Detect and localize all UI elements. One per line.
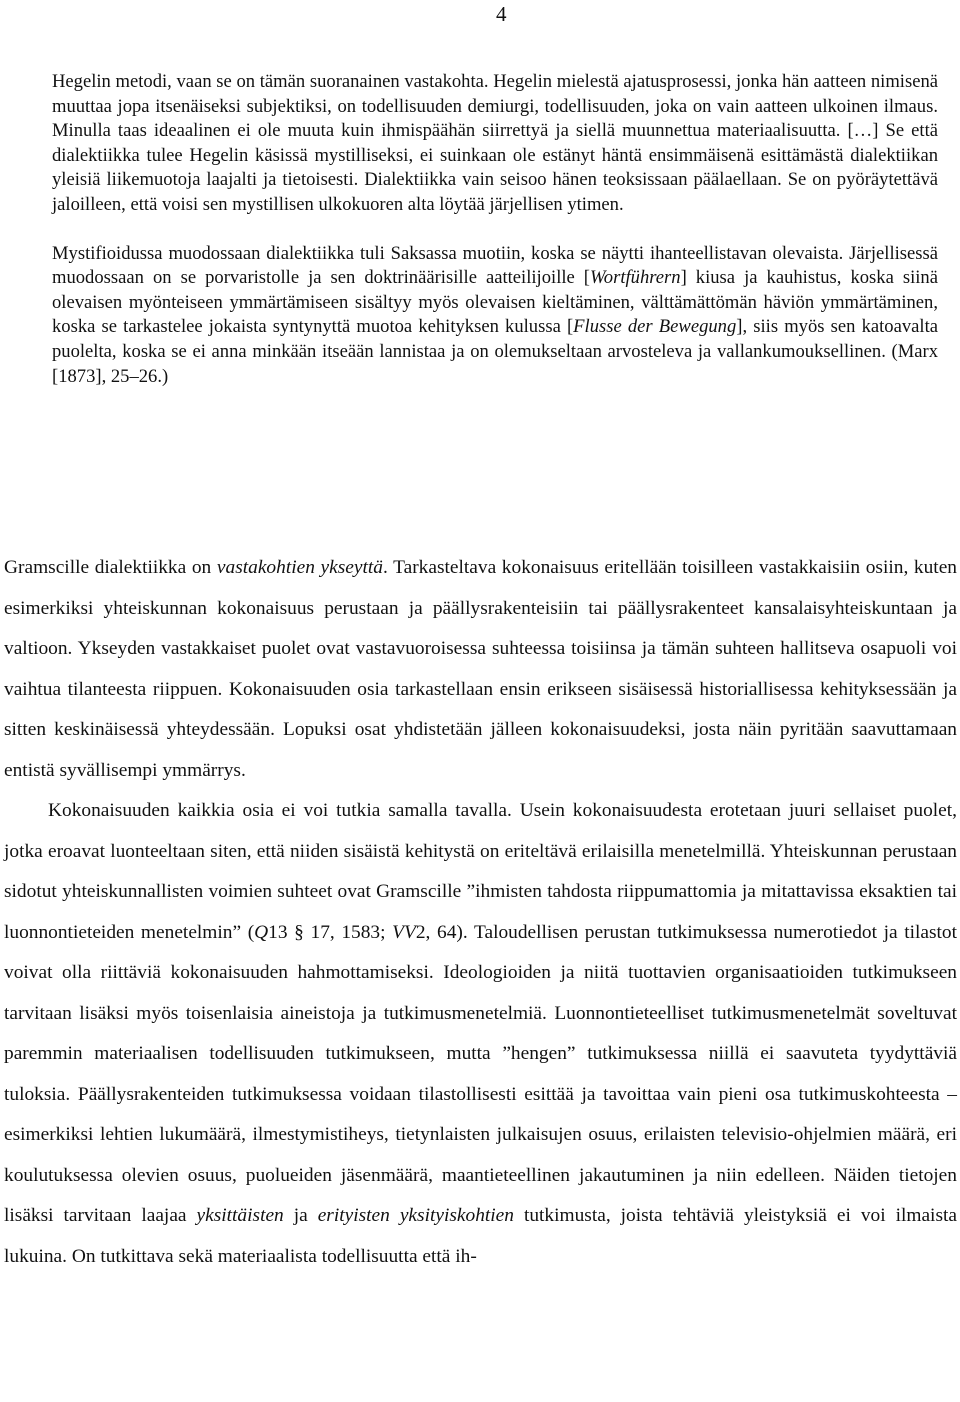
quote-paragraph-2 xyxy=(52,242,938,390)
body-text-run: Kokonaisuuden kaikkia osia ei voi tutkia samalla tavalla. Usein kokonaisuudesta erotetaan juuri sellaiset puolet, jotka eroavat luonteeltaan siten, että niiden sisäistä kehitystä on eriteltävä erilaisilla menetelmillä. Yhteiskunnan perustaan sidotut yhteiskunnallisten voimien suhteet ovat Gramscille ”ihmisten tahdosta riippumattomia ja mitattavissa eksaktien tai luonnontieteiden menetelmin” ( xyxy=(4,800,957,943)
quote-text: ], siis myös sen katoavalta puolelta, koska se ei anna minkään itseään lannistaa ja on olemukseltaan arvosteleva ja vallankumouksellinen. (Marx [1873], 25–26.) xyxy=(52,316,938,387)
body-text xyxy=(4,548,957,1277)
block-quote xyxy=(52,70,938,389)
emphasis: erityisten yksityiskohtien xyxy=(317,1205,514,1226)
emphasis: yksittäisten xyxy=(196,1205,284,1226)
quote-text: ] Se että dialektiikka tulee Hegelin käsissä mystilliseksi, ei suinkaan ole estänyt häntä ensimmäisenä esittämästä dialektiikan yleisiä liikemuotoja laajalti ja tietoisesti. Dialektiikka vain seisoo hänen teoksissaan päälaellaan. Se on pyöräytettävä jaloilleen, että voisi sen mystillisen ulkokuoren alta löytää järjellisen ytimen. xyxy=(52,120,939,215)
quote-text: ] kiusa ja kauhistus, koska siinä olevaisen myönteiseen ymmärtämiseen sisältyy myös olevaisen kieltäminen, välttämättömän häviön ymmärtäminen, koska se tarkastelee jokaista syntynyttä muotoa kehityksen kulussa [ xyxy=(52,267,938,338)
page-number: 4 xyxy=(496,2,507,26)
citation-vv: VV xyxy=(392,921,416,943)
emphasis: vastakohtien ykseyttä xyxy=(216,557,383,578)
body-text-run: 2, 64). Taloudellisen perustan tutkimuksessa numerotiedot ja tilastot voivat olla riittäviä kokonaisuuden hahmottamiseksi. Ideologioiden ja niitä tuottavien organisaatioiden tutkimukseen tarvitaan lisäksi myös toisenlaisia aineistoja ja tutkimusmenetelmiä. Luonnontieteelliset tutkimusmenetelmät soveltuvat paremmin materiaalisen todellisuuden tutkimukseen, mutta ”hengen” tutkimuksessa niillä ei saavuteta tyydyttäviä tuloksia. Päällysrakenteiden tutkimuksessa voidaan tilastollisesti esittää ja tavoittaa vain pieni osa tutkimuskohteesta – esimerkiksi lehtien lukumäärä, ilmestymistiheys, tietynlaisten julkaisujen osuus, erilaisten televisio-ohjelmien määrä, eri koulutuksessa olevien osuus, puolueiden jäsenmäärä, maantieteellinen jakautuminen ja niin edelleen. Näiden tietojen lisäksi tarvitaan laajaa xyxy=(4,921,957,1226)
body-paragraph-1 xyxy=(4,548,957,791)
citation-q: Q xyxy=(254,921,269,943)
german-term: Flusse der Bewegung xyxy=(573,316,737,338)
quote-text: Mystifioidussa muodossaan dialektiikka tuli Saksassa muotiin, koska se näytti ihanteellistavan olevaista. Järjellisessä muodossaan on se porvaristolle ja sen doktrinäärisille aatteilijoille [ xyxy=(52,242,938,289)
body-paragraph-2 xyxy=(4,791,957,1277)
german-term: Wortführern xyxy=(590,267,681,289)
body-text-run: . Tarkasteltava kokonaisuus eritellään toisilleen vastakkaisiin osiin, kuten esimerkiksi yhteiskunnan kokonaisuus perustaan ja päällysrakenteisiin tai päällysrakenteet kansalaisyhteiskuntaan ja valtioon. Ykseyden vastakkaiset puolet ovat vastavuoroisessa suhteessa toisiinsa ja tämän suhteen hallitseva osapuoli voi vaihtua tilanteesta riippuen. Kokonaisuuden osia tarkastellaan ensin erikseen sisäisessä historiallisessa kehityksessään ja sitten keskinäisessä yhteydessään. Lopuksi osat yhdistetään jälleen kokonaisuudeksi, josta näin pyritään saavuttamaan entistä syvällisempi ymmärrys. xyxy=(4,557,957,781)
ellipsis: … xyxy=(853,120,873,142)
body-text-run: 13 § 17, 1583; xyxy=(268,921,393,943)
body-text-run: ja xyxy=(283,1205,318,1226)
quote-text: Hegelin metodi, vaan se on tämän suoranainen vastakohta. Hegelin mielestä ajatusprosessi, jonka hän aatteen nimisenä muuttaa jopa itsenäiseksi subjektiksi, on todellisuuden demiurgi, todellisuuden, joka on vain aatteen ulkoinen ilmaus. Minulla taas ideaalinen ei ole muuta kuin ihmispäähän siirrettyä ja siellä muunnettua materiaalisuutta. [ xyxy=(52,71,938,142)
quote-paragraph-1 xyxy=(52,70,938,218)
body-text-run: Gramscille dialektiikka on xyxy=(4,557,217,578)
body-text-run: tutkimusta, joista tehtäviä yleistyksiä ei voi ilmaista lukuina. On tutkittava sekä materiaalista todellisuutta että ih- xyxy=(4,1205,957,1267)
